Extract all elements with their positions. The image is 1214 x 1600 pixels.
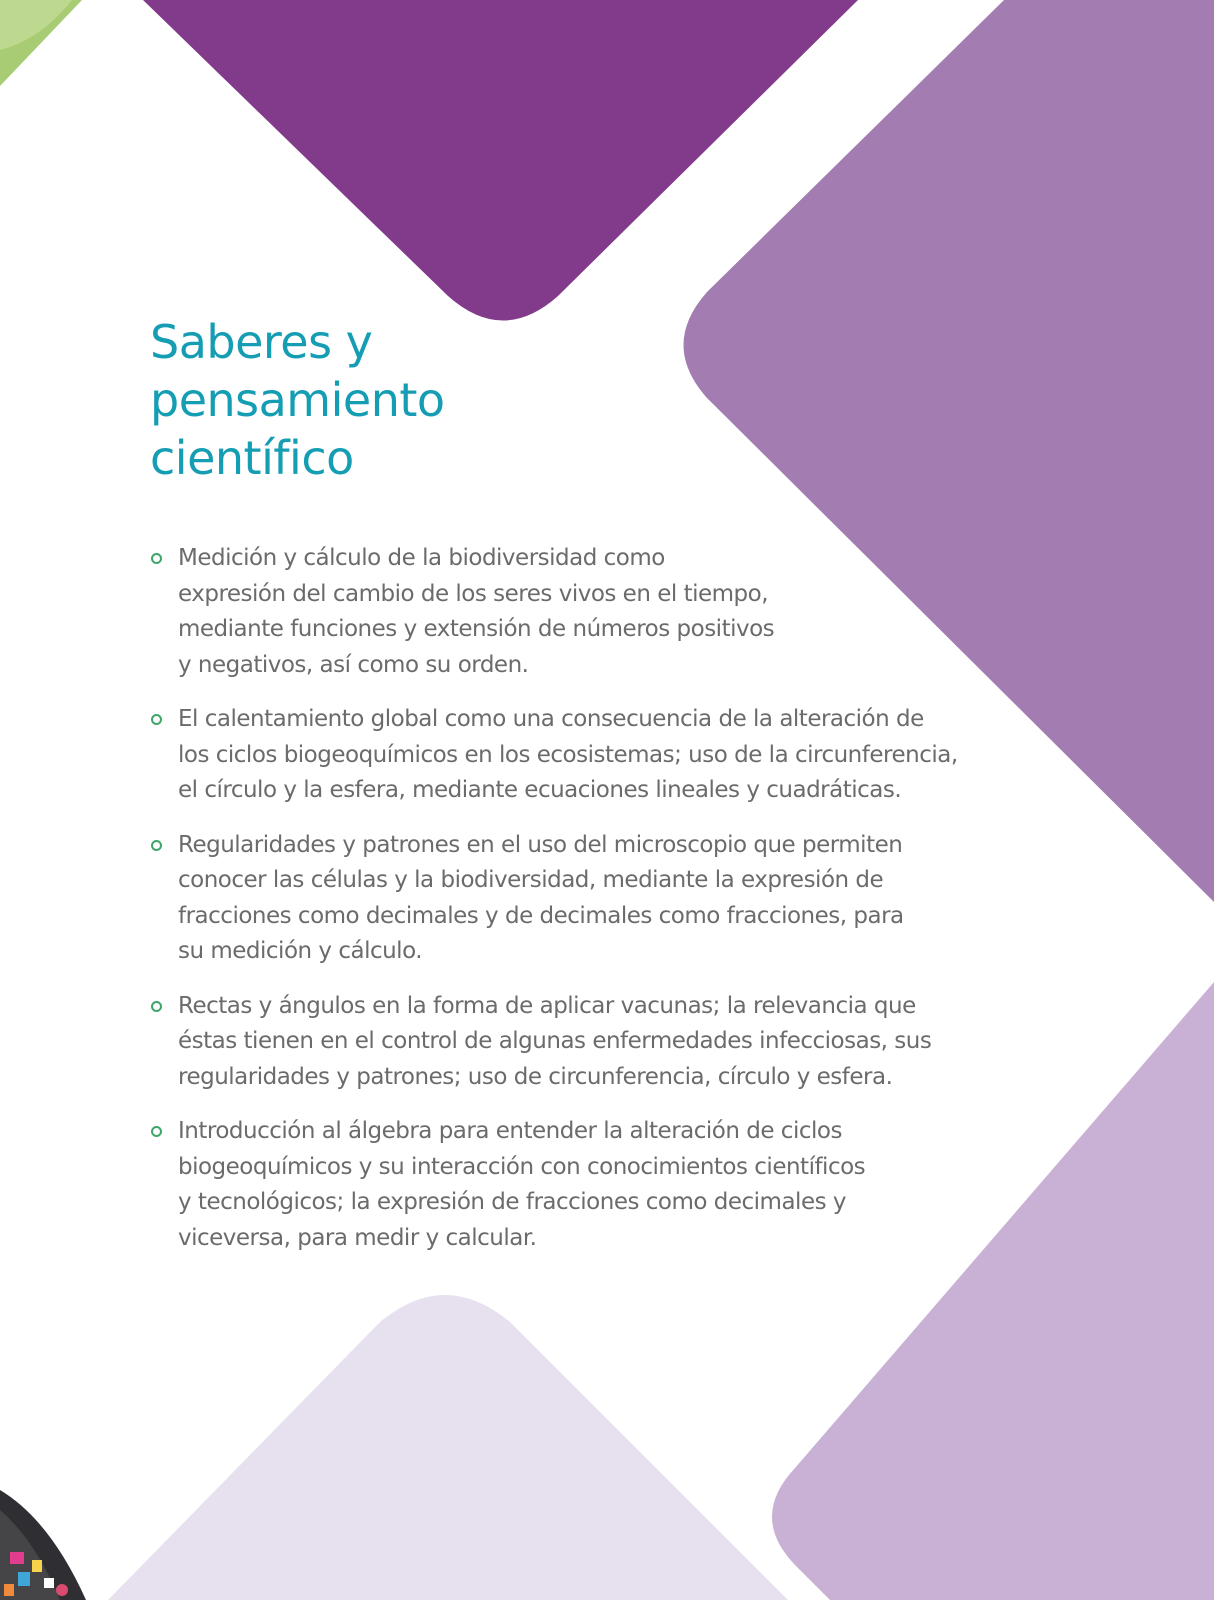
- list-item: [150, 1114, 990, 1256]
- list-item: [150, 828, 990, 970]
- list-item: [150, 702, 990, 809]
- bullet-circle-icon: [151, 714, 162, 725]
- item-text-line: biogeoquímicos y su interacción con conocimientos científicos: [178, 1153, 866, 1180]
- item-text-line: los ciclos biogeoquímicos en los ecosistemas; uso de la circunferencia,: [178, 741, 958, 768]
- title-line: científico: [150, 431, 354, 485]
- item-text-line: éstas tienen en el control de algunas enfermedades infecciosas, sus: [178, 1028, 932, 1054]
- bullet-circle-icon: [151, 840, 162, 851]
- item-text-line: su medición y cálculo.: [178, 938, 423, 964]
- item-text-line: fracciones como decimales y de decimales como fracciones, para: [178, 902, 904, 929]
- title-line: Saberes y: [150, 315, 373, 369]
- list-item: [150, 989, 990, 1096]
- item-text-line: El calentamiento global como una consecuencia de la alteración de: [178, 706, 924, 732]
- title-line: pensamiento: [150, 373, 445, 427]
- list-item: [150, 541, 990, 683]
- item-text-line: Regularidades y patrones en el uso del microscopio que permiten: [178, 831, 903, 858]
- item-text-line: conocer las células y la biodiversidad, mediante la expresión de: [178, 867, 884, 893]
- content-list: [150, 541, 990, 1275]
- item-text-line: el círculo y la esfera, mediante ecuaciones lineales y cuadráticas.: [178, 777, 902, 803]
- bullet-circle-icon: [151, 1126, 162, 1137]
- item-text-line: Introducción al álgebra para entender la alteración de ciclos: [178, 1118, 842, 1144]
- bullet-circle-icon: [151, 553, 162, 564]
- lavender-diamond: [108, 1295, 788, 1600]
- page-title: [150, 313, 610, 487]
- item-text-line: viceversa, para medir y calcular.: [178, 1224, 537, 1251]
- item-text-line: expresión del cambio de los seres vivos en el tiempo,: [178, 580, 769, 607]
- item-text-line: Rectas y ángulos en la forma de aplicar vacunas; la relevancia que: [178, 992, 916, 1019]
- item-text-line: Medición y cálculo de la biodiversidad como: [178, 545, 665, 571]
- item-text-line: mediante funciones y extensión de números positivos: [178, 616, 775, 642]
- item-text-line: y negativos, así como su orden.: [178, 651, 529, 678]
- item-text-line: regularidades y patrones; uso de circunferencia, círculo y esfera.: [178, 1063, 893, 1090]
- photo-fragment: [0, 1490, 86, 1600]
- bullet-circle-icon: [151, 1001, 162, 1012]
- item-text-line: y tecnológicos; la expresión de fracciones como decimales y: [178, 1189, 847, 1215]
